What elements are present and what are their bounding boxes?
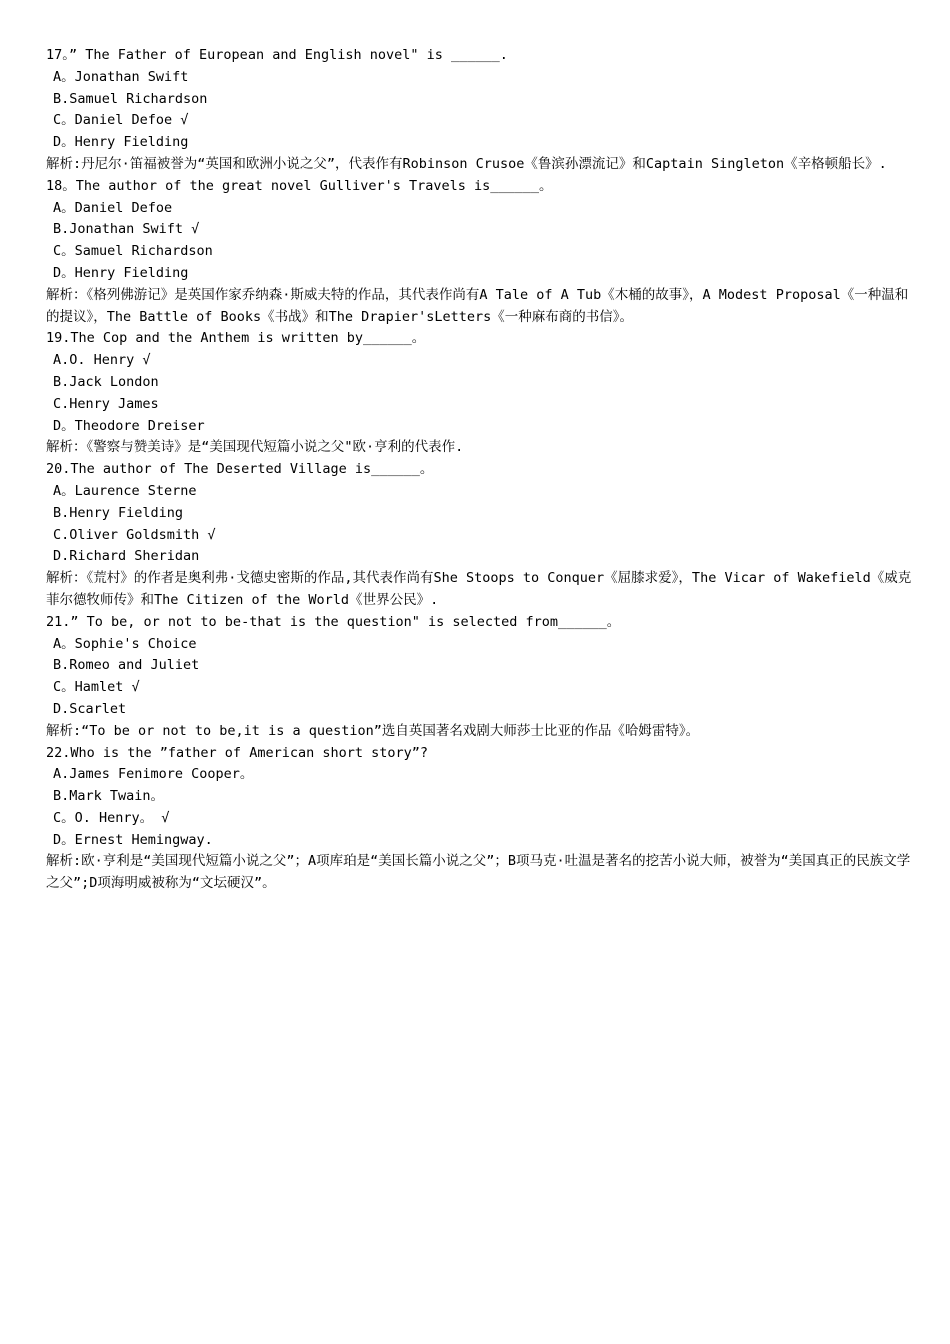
option-a: A。Jonathan Swift [53,68,189,85]
question-text: 21.” To be, or not to be-that is the question" is selected from______。 [46,613,621,630]
option-d: D。Ernest Hemingway. [53,831,213,848]
option-b: B.Samuel Richardson [53,90,208,107]
option-b: B.Henry Fielding [53,504,184,521]
question-20 [46,459,916,612]
question-text: 19.The Cop and the Anthem is written by______。 [46,330,426,347]
explanation: 解析：《警察与赞美诗》是“美国现代短篇小说之父"欧·亨利的代表作. [46,439,464,456]
option-c: C.Oliver Goldsmith √ [53,526,216,543]
option-b: B.Romeo and Juliet [53,657,200,674]
question-17 [46,45,916,176]
option-c: C.Henry James [53,395,159,412]
question-22 [46,743,916,896]
question-text: 18。The author of the great novel Gulliver's Travels is______。 [46,177,553,194]
explanation: 解析：《格列佛游记》是英国作家乔纳森·斯威夫特的作品，其代表作尚有A Tale of A Tub《木桶的故事》，A Modest Proposal《一种温和的提议》，The Battle of Books《书战》和The Drapier'sLetters《一种麻布商的书信》。 [46,286,909,325]
option-a: A.James Fenimore Cooper。 [53,766,254,783]
option-a: A。Sophie's Choice [53,635,197,652]
option-c: C。Samuel Richardson [53,243,213,260]
explanation: 解析:欧·亨利是“美国现代短篇小说之父”；A项库珀是“美国长篇小说之父”；B项马克·吐温是著名的挖苦小说大师，被誉为“美国真正的民族文学之父”;D项海明威被称为“文坛硬汉”。 [46,853,911,892]
question-text: 17。” The Father of European and English novel" is ______. [46,47,508,63]
quiz-document [46,45,916,895]
question-18 [46,176,916,329]
option-b: B.Jonathan Swift √ [53,221,200,238]
question-19 [46,328,916,459]
explanation: 解析:丹尼尔·笛福被誉为“英国和欧洲小说之父”，代表作有Robinson Crusoe《鲁滨孙漂流记》和Captain Singleton《辛格顿船长》. [46,155,887,172]
question-21 [46,612,916,743]
option-a: A.O. Henry √ [53,352,151,369]
option-d: D。Henry Fielding [53,264,189,281]
option-c: C。Daniel Defoe √ [53,112,189,129]
option-b: B.Jack London [53,373,159,390]
option-d: D.Richard Sheridan [53,548,200,565]
question-text: 22.Who is the ”father of American short story”? [46,744,429,761]
option-d: D。Henry Fielding [53,134,189,151]
option-a: A。Laurence Sterne [53,482,197,499]
explanation: 解析:“To be or not to be,it is a question”选自英国著名戏剧大师莎士比亚的作品《哈姆雷特》。 [46,722,700,739]
option-c: C。Hamlet √ [53,679,140,696]
explanation: 解析：《荒村》的作者是奥利弗·戈德史密斯的作品,其代表作尚有She Stoops to Conquer《屈膝求爱》，The Vicar of Wakefield《威克菲尔德牧师传》和The Citizen of the World《世界公民》. [46,570,912,608]
option-d: D.Scarlet [53,700,127,717]
question-text: 20.The author of The Deserted Village is______。 [46,461,434,478]
option-c: C。O. Henry。 √ [53,809,170,826]
option-b: B.Mark Twain。 [53,788,165,805]
option-d: D。Theodore Dreiser [53,417,205,434]
option-a: A。Daniel Defoe [53,199,173,216]
